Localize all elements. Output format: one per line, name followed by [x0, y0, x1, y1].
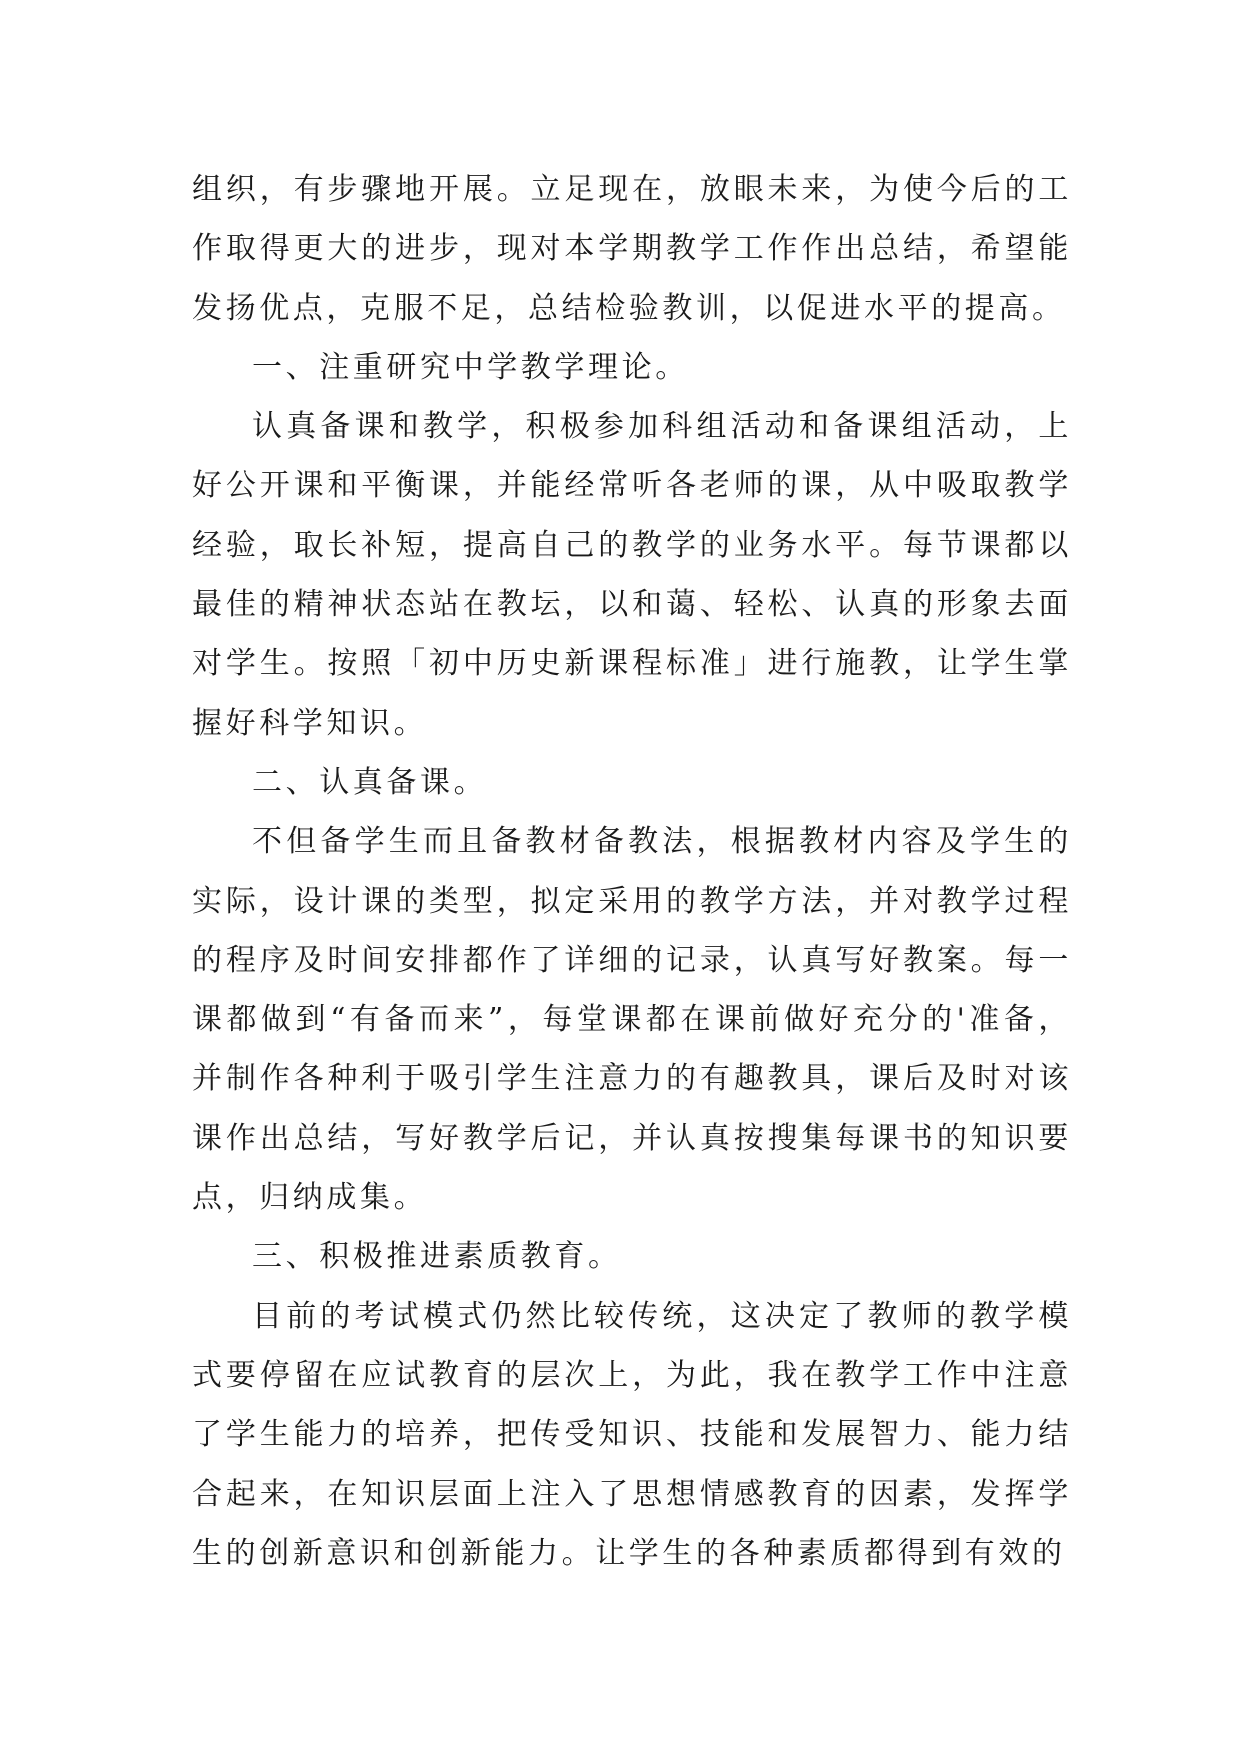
section-heading-3: 三、积极推进素质教育。 — [252, 1239, 622, 1275]
section-heading-2: 二、认真备课。 — [252, 764, 488, 800]
section-heading-1: 一、注重研究中学教学理论。 — [252, 349, 689, 385]
paragraph-continuation: 组织，有步骤地开展。立足现在，放眼未来，为使今后的工作取得更大的进步，现对本学期教学工作作出总结，希望能发扬优点，克服不足，总结检验教训，以促进水平的提高。 — [192, 172, 1072, 326]
document-body — [192, 160, 1072, 1583]
paragraph-body-3: 目前的考试模式仍然比较传统，这决定了教师的教学模式要停留在应试教育的层次上，为此，我在教学工作中注意了学生能力的培养，把传受知识、技能和发展智力、能力结合起来，在知识层面上注入了思想情感教育的因素，发挥学生的创新意识和创新能力。让学生的各种素质都得到有效的 — [192, 1298, 1072, 1571]
paragraph-body-2: 不但备学生而且备教材备教法，根据教材内容及学生的实际，设计课的类型，拟定采用的教学方法，并对教学过程的程序及时间安排都作了详细的记录，认真写好教案。每一课都做到“有备而来”，每堂课都在课前做好充分的'准备，并制作各种利于吸引学生注意力的有趣教具，课后及时对该课作出总结，写好教学后记，并认真按搜集每课书的知识要点，归纳成集。 — [192, 824, 1072, 1216]
paragraph-body-1: 认真备课和教学，积极参加科组活动和备课组活动，上好公开课和平衡课，并能经常听各老师的课，从中吸取教学经验，取长补短，提高自己的教学的业务水平。每节课都以最佳的精神状态站在教坛，以和蔼、轻松、认真的形象去面对学生。按照「初中历史新课程标准」进行施教，让学生掌握好科学知识。 — [192, 409, 1072, 741]
